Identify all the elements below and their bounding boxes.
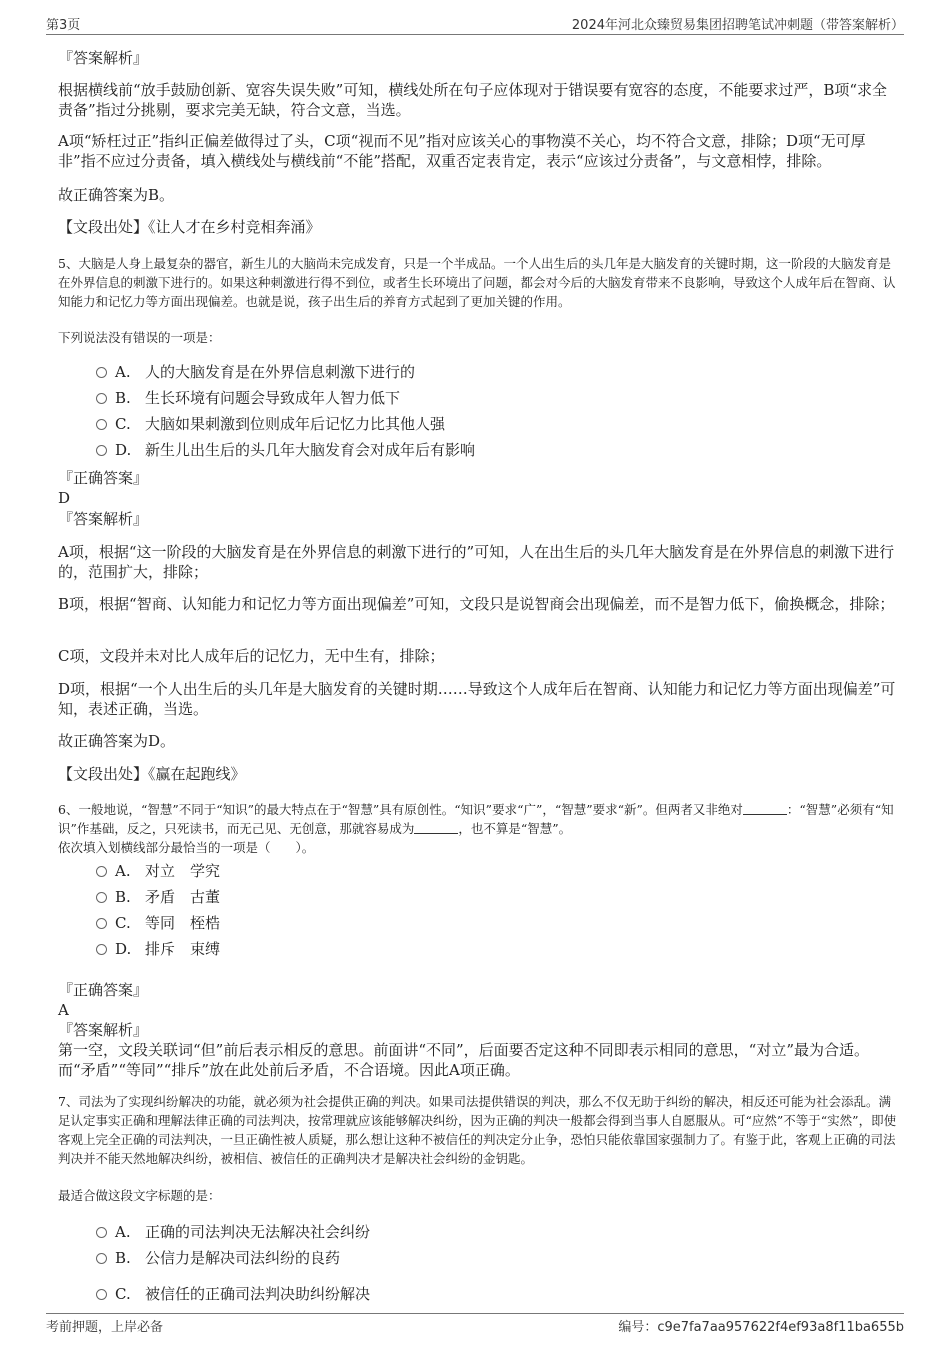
radio-icon[interactable] bbox=[96, 944, 107, 955]
q5-stem: 下列说法没有错误的一项是： bbox=[58, 330, 221, 345]
radio-icon[interactable] bbox=[96, 393, 107, 404]
radio-icon[interactable] bbox=[96, 445, 107, 456]
radio-icon[interactable] bbox=[96, 367, 107, 378]
q7-option-a[interactable]: A. 正确的司法判决无法解决社会纠纷 bbox=[96, 1222, 370, 1242]
q5-option-c[interactable]: C. 大脑如果刺激到位则成年后记忆力比其他人强 bbox=[96, 414, 445, 434]
q5-analysis-d: D项，根据“一个人出生后的头几年是大脑发育的关键时期……导致这个人成年后在智商、认知能力和记忆力等方面出现偏差”可知，表述正确，当选。 bbox=[58, 680, 896, 718]
footer-slogan: 考前押题，上岸必备 bbox=[46, 1320, 164, 1335]
q4-analysis-p2: A项“矫枉过正”指纠正偏差做得过了头，C项“视而不见”指对应该关心的事物漠不关心，均不符合文意，排除；D项“无可厚非”指不应过分责备，填入横线处与横线前“不能”搭配，双重否定表肯定，表示“应该过分责备”，与文意相悖，排除。 bbox=[58, 132, 866, 170]
q6-answer: A bbox=[58, 1001, 69, 1019]
q5-answer: D bbox=[58, 489, 71, 507]
page-number: 第3页 bbox=[46, 18, 81, 33]
q4-analysis-p1: 根据横线前“放手鼓励创新、宽容失误失败”可知，横线处所在句子应体现对于错误要有宽容的态度，不能要求过严，B项“求全责备”指过分挑剔，要求完美无缺，符合文意，当选。 bbox=[58, 81, 888, 119]
document-id: 编号：c9e7fa7aa957622f4ef93a8f11ba655b bbox=[618, 1320, 904, 1335]
q6-passage: 6、一般地说，“智慧”不同于“知识”的最大特点在于“智慧”具有原创性。“知识”要求“广”，“智慧”要求“新”。但两者又非绝对 ：“智慧”必须有“知识”作基础，反之，只死读书，而无己见、无创意，那就容易成为 ，也不算是“智慧”。 bbox=[58, 802, 894, 836]
q5-answer-statement: 故正确答案为D。 bbox=[58, 732, 176, 750]
document-title: 2024年河北众臻贸易集团招聘笔试冲刺题（带答案解析） bbox=[571, 18, 904, 33]
q6-answer-label: 『正确答案』 bbox=[58, 981, 149, 999]
q6-option-a[interactable]: A. 对立 学究 bbox=[96, 861, 220, 881]
radio-icon[interactable] bbox=[96, 1227, 107, 1238]
radio-icon[interactable] bbox=[96, 419, 107, 430]
fill-blank-1 bbox=[743, 802, 787, 815]
q5-answer-label: 『正确答案』 bbox=[58, 469, 149, 487]
radio-icon[interactable] bbox=[96, 918, 107, 929]
q5-passage: 5、大脑是人身上最复杂的器官，新生儿的大脑尚未完成发育，只是一个半成品。一个人出生后的头几年是大脑发育的关键时期，这一阶段的大脑发育是在外界信息的刺激下进行的。如果这种刺激进行得不到位，或者生长环境出了问题，都会对今后的大脑发育带来不良影响，导致这个人成年后在智商、认知能力和记忆力等方面出现偏差。也就是说，孩子出生后的养育方式起到了更加关键的作用。 bbox=[58, 256, 896, 309]
fill-blank-2 bbox=[414, 821, 458, 834]
q7-stem: 最适合做这段文字标题的是： bbox=[58, 1188, 221, 1203]
radio-icon[interactable] bbox=[96, 866, 107, 877]
q5-option-b[interactable]: B. 生长环境有问题会导致成年人智力低下 bbox=[96, 388, 400, 408]
q5-option-a[interactable]: A. 人的大脑发育是在外界信息刺激下进行的 bbox=[96, 362, 415, 382]
q5-analysis-a: A项，根据“这一阶段的大脑发育是在外界信息的刺激下进行的”可知，人在出生后的头几年大脑发育是在外界信息的刺激下进行的，范围扩大，排除； bbox=[58, 543, 895, 581]
q4-source: 【文段出处】《让人才在乡村竞相奔涌》 bbox=[58, 218, 321, 236]
radio-icon[interactable] bbox=[96, 892, 107, 903]
q4-analysis-label: 『答案解析』 bbox=[58, 49, 149, 67]
q7-option-c[interactable]: C. 被信任的正确司法判决助纠纷解决 bbox=[96, 1284, 370, 1304]
q5-analysis-b: B项，根据“智商、认知能力和记忆力等方面出现偏差”可知，文段只是说智商会出现偏差，而不是智力低下，偷换概念，排除； bbox=[58, 595, 895, 613]
q7-option-b[interactable]: B. 公信力是解决司法纠纷的良药 bbox=[96, 1248, 340, 1268]
q5-option-d[interactable]: D. 新生儿出生后的头几年大脑发育会对成年后有影响 bbox=[96, 440, 475, 460]
q6-option-b[interactable]: B. 矛盾 古董 bbox=[96, 887, 220, 907]
radio-icon[interactable] bbox=[96, 1253, 107, 1264]
q5-source: 【文段出处】《赢在起跑线》 bbox=[58, 765, 246, 783]
q6-analysis: 第一空，文段关联词“但”前后表示相反的意思。前面讲“不同”，后面要否定这种不同即表示相同的意思，“对立”最为合适。而“矛盾”“等同”“排斥”放在此处前后矛盾，不合语境。因此A项正确。 bbox=[58, 1041, 870, 1079]
q5-analysis-label: 『答案解析』 bbox=[58, 510, 149, 528]
radio-icon[interactable] bbox=[96, 1289, 107, 1300]
q4-answer-statement: 故正确答案为B。 bbox=[58, 186, 175, 204]
q6-analysis-label: 『答案解析』 bbox=[58, 1021, 149, 1039]
q6-option-c[interactable]: C. 等同 桎梏 bbox=[96, 913, 220, 933]
page-header bbox=[46, 14, 904, 35]
q7-passage: 7、司法为了实现纠纷解决的功能，就必须为社会提供正确的判决。如果司法提供错误的判决，那么不仅无助于纠纷的解决，相反还可能为社会添乱。满足认定事实正确和理解法律正确的司法判决，按常理就应该能够解决纠纷，因为正确的判决一般都会得到当事人自愿服从。可“应然”不等于“实然”，即使客观上完全正确的司法判决，一旦正确性被人质疑，那么想让这种不被信任的判决定分止争，恐怕只能依靠国家强制力了。有鉴于此，客观上正确的司法判决并不能天然地解决纠纷，被相信、被信任的正确判决才是解决社会纠纷的金钥匙。 bbox=[58, 1094, 897, 1166]
q6-option-d[interactable]: D. 排斥 束缚 bbox=[96, 939, 220, 959]
q6-stem: 依次填入划横线部分最恰当的一项是（ ）。 bbox=[58, 840, 315, 855]
q5-analysis-c: C项，文段并未对比人成年后的记忆力，无中生有，排除； bbox=[58, 647, 445, 665]
page-footer bbox=[46, 1313, 904, 1336]
